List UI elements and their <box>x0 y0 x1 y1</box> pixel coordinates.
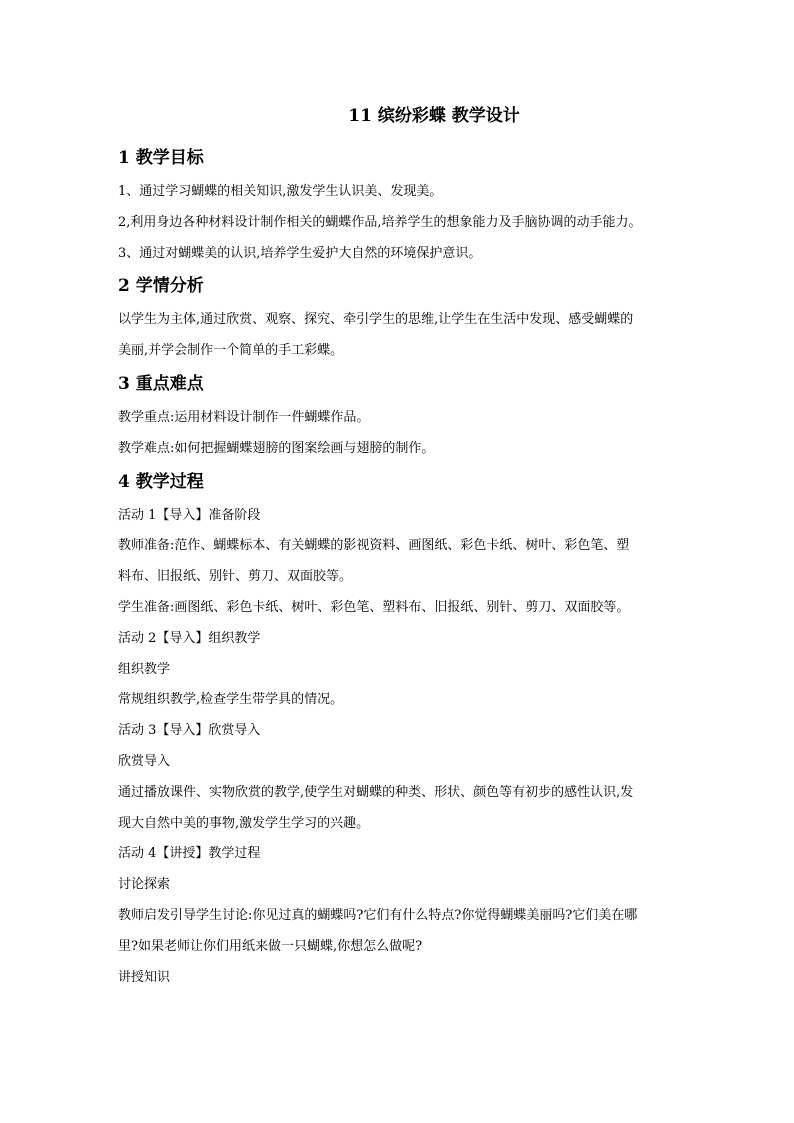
paragraph: 学生准备:画图纸、彩色卡纸、树叶、彩色笔、塑料布、旧报纸、别针、剪刀、双面胶等。 <box>118 599 630 615</box>
paragraph: 里?如果老师让你们用纸来做一只蝴蝶,你想怎么做呢? <box>118 938 423 954</box>
paragraph: 以学生为主体,通过欣赏、观察、探究、牵引学生的思维,让学生在生活中发现、感受蝴蝶的 <box>118 312 634 328</box>
paragraph: 美丽,并学会制作一个简单的手工彩蝶。 <box>118 343 344 359</box>
section-key-points <box>118 367 678 465</box>
section-teaching-process <box>118 465 678 994</box>
paragraph: 活动 4【讲授】教学过程 <box>118 846 261 862</box>
section-heading: 1 教学目标 <box>118 148 204 168</box>
paragraph: 讲授知识 <box>118 969 171 985</box>
document-page <box>118 104 678 993</box>
paragraph: 活动 2【导入】组织教学 <box>118 630 261 646</box>
paragraph: 料布、旧报纸、别针、剪刀、双面胶等。 <box>118 569 353 585</box>
paragraph: 现大自然中美的事物,激发学生学习的兴趣。 <box>118 815 370 831</box>
paragraph: 教师启发引导学生讨论:你见过真的蝴蝶吗?它们有什么特点?你觉得蝴蝶美丽吗?它们美在哪 <box>118 907 638 923</box>
paragraph: 讨论探索 <box>118 877 171 893</box>
section-student-analysis <box>118 269 678 367</box>
paragraph: 3、通过对蝴蝶美的认识,培养学生爱护大自然的环境保护意识。 <box>118 245 482 261</box>
section-teaching-goals <box>118 141 678 269</box>
paragraph: 教师准备:范作、蝴蝶标本、有关蝴蝶的影视资料、画图纸、彩色卡纸、树叶、彩色笔、塑 <box>118 538 630 554</box>
paragraph: 活动 3【导入】欣赏导入 <box>118 723 261 739</box>
section-heading: 3 重点难点 <box>118 373 204 394</box>
paragraph: 常规组织教学,检查学生带学具的情况。 <box>118 692 344 708</box>
paragraph: 1、通过学习蝴蝶的相关知识,激发学生认识美、发现美。 <box>118 184 443 199</box>
section-heading: 2 学情分析 <box>118 276 204 297</box>
paragraph: 欣赏导入 <box>118 753 171 769</box>
paragraph: 教学难点:如何把握蝴蝶翅膀的图案绘画与翅膀的制作。 <box>118 440 435 456</box>
paragraph: 组织教学 <box>118 661 171 677</box>
paragraph: 教学重点:运用材料设计制作一件蝴蝶作品。 <box>118 409 370 425</box>
document-title: 11 缤纷彩蝶 教学设计 <box>348 106 520 126</box>
paragraph: 活动 1【导入】准备阶段 <box>118 507 261 523</box>
paragraph: 通过播放课件、实物欣赏的教学,使学生对蝴蝶的种类、形状、颜色等有初步的感性认识,发 <box>118 784 634 800</box>
section-heading: 4 教学过程 <box>118 471 204 492</box>
paragraph: 2,利用身边各种材料设计制作相关的蝴蝶作品,培养学生的想象能力及手脑协调的动手能力。 <box>118 214 642 230</box>
